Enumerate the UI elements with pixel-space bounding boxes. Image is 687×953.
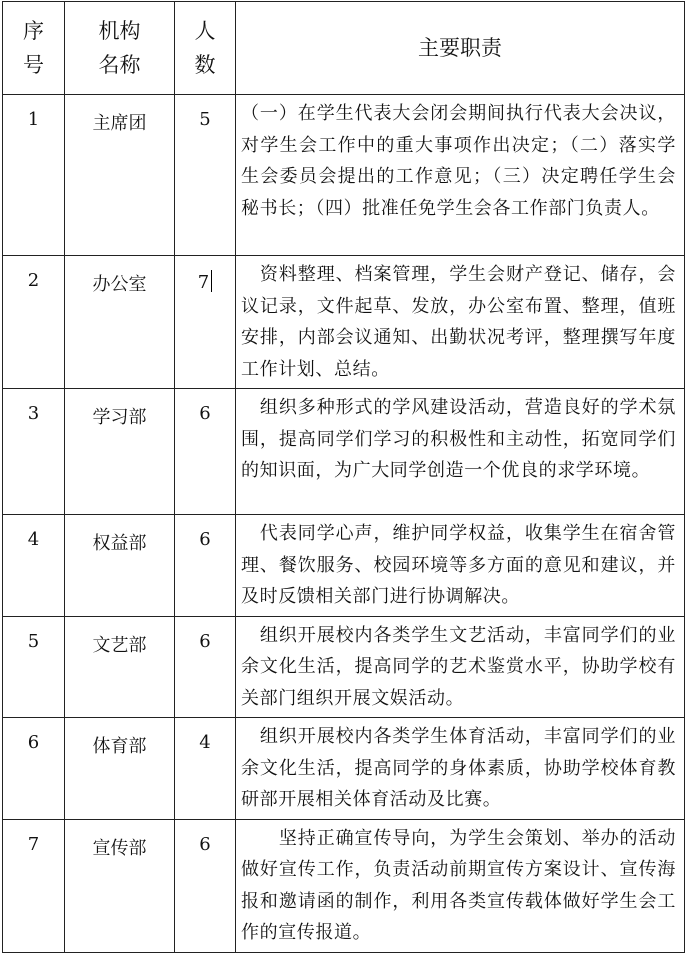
- header-org: [65, 2, 175, 95]
- table-row: [3, 616, 685, 718]
- table-row: [3, 515, 685, 617]
- row-index: 7: [3, 819, 65, 952]
- row-count-value: 7: [197, 272, 210, 293]
- row-org-name: 宣传部: [65, 819, 175, 952]
- header-index: [3, 2, 65, 95]
- row-duty: 资料整理、档案管理，学生会财产登记、储存，会议记录，文件起草、发放，办公室布置、整理，值班安排，内部会议通知、出勤状况考评，整理撰写年度工作计划、总结。: [236, 256, 685, 389]
- row-index: 5: [3, 616, 65, 718]
- table-row: [3, 256, 685, 389]
- table-row: [3, 95, 685, 256]
- row-org-name: 办公室: [65, 256, 175, 389]
- row-count: 6: [175, 616, 236, 718]
- row-org-name: 文艺部: [65, 616, 175, 718]
- header-org-line1: 机构: [98, 19, 141, 43]
- header-duty: 主要职责: [236, 2, 685, 95]
- header-index-line1: 序: [23, 19, 44, 43]
- text-cursor: [211, 270, 212, 292]
- header-count-line1: 人: [194, 19, 216, 43]
- header-count: [175, 2, 236, 95]
- row-duty: （一）在学生代表大会闭会期间执行代表大会决议，对学生会工作中的重大事项作出决定；（二）落实学生会委员会提出的工作意见；（三）决定聘任学生会秘书长；（四）批准任免学生会各工作部门负责人。: [236, 95, 685, 256]
- row-duty: 组织多种形式的学风建设活动，营造良好的学术氛围，提高同学们学习的积极性和主动性，拓宽同学们的知识面，为广大同学创造一个优良的求学环境。: [236, 389, 685, 515]
- row-count: 6: [175, 389, 236, 515]
- header-index-line2: 号: [23, 53, 44, 77]
- row-duty: 组织开展校内各类学生体育活动，丰富同学们的业余文化生活，提高同学的身体素质，协助学校体育教研部开展相关体育活动及比赛。: [236, 718, 685, 820]
- header-count-line2: 数: [194, 53, 216, 77]
- row-duty: 代表同学心声，维护同学权益，收集学生在宿舍管理、餐饮服务、校园环境等多方面的意见和建议，并及时反馈相关部门进行协调解决。: [236, 515, 685, 617]
- row-org-name: 主席团: [65, 95, 175, 256]
- row-duty: 组织开展校内各类学生文艺活动，丰富同学们的业余文化生活，提高同学的艺术鉴赏水平，协助学校有关部门组织开展文娱活动。: [236, 616, 685, 718]
- header-org-line2: 名称: [98, 53, 141, 77]
- row-org-name: 权益部: [65, 515, 175, 617]
- row-index: 2: [3, 256, 65, 389]
- row-index: 6: [3, 718, 65, 820]
- org-duty-table: [2, 1, 685, 953]
- row-count: 5: [175, 95, 236, 256]
- row-duty: 坚持正确宣传导向，为学生会策划、举办的活动做好宣传工作，负责活动前期宣传方案设计、宣传海报和邀请函的制作，利用各类宣传载体做好学生会工作的宣传报道。: [236, 819, 685, 952]
- header-row: [3, 2, 685, 95]
- row-index: 1: [3, 95, 65, 256]
- row-org-name: 学习部: [65, 389, 175, 515]
- row-count: 6: [175, 819, 236, 952]
- table-row: [3, 389, 685, 515]
- row-index: 4: [3, 515, 65, 617]
- table-row: [3, 718, 685, 820]
- row-count: 4: [175, 718, 236, 820]
- table-row: [3, 819, 685, 952]
- row-org-name: 体育部: [65, 718, 175, 820]
- row-count: 6: [175, 515, 236, 617]
- row-index: 3: [3, 389, 65, 515]
- row-count[interactable]: [175, 256, 236, 389]
